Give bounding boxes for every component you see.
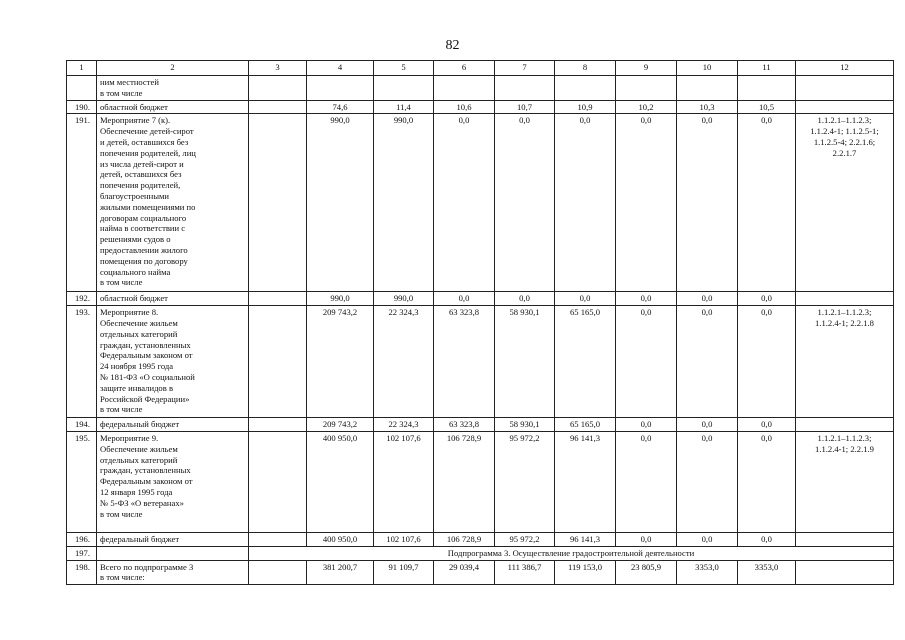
empty-cell — [249, 306, 307, 418]
value-cell: 0,0 — [616, 114, 677, 292]
value-cell: 0,0 — [616, 532, 677, 546]
value-cell: 29 039,4 — [434, 560, 495, 585]
header-cell-4: 4 — [307, 61, 374, 76]
empty-cell — [97, 546, 249, 560]
row-number: 197. — [67, 546, 97, 560]
value-cell — [434, 76, 495, 101]
header-cell-9: 9 — [616, 61, 677, 76]
header-cell-2: 2 — [97, 61, 249, 76]
value-cell: 3353,0 — [738, 560, 796, 585]
header-cell-6: 6 — [434, 61, 495, 76]
table-row — [67, 76, 894, 101]
header-cell-11: 11 — [738, 61, 796, 76]
value-cell: 74,6 — [307, 100, 374, 114]
value-cell — [555, 76, 616, 101]
value-cell — [307, 76, 374, 101]
header-cell-7: 7 — [495, 61, 555, 76]
value-cell: 58 930,1 — [495, 306, 555, 418]
value-cell: 0,0 — [434, 114, 495, 292]
table-row — [67, 292, 894, 306]
value-cell: 22 324,3 — [374, 306, 434, 418]
value-cell: 10,7 — [495, 100, 555, 114]
value-cell: 0,0 — [677, 418, 738, 432]
value-cell: 0,0 — [677, 306, 738, 418]
table-row — [67, 114, 894, 292]
value-cell: 0,0 — [555, 292, 616, 306]
value-cell: 0,0 — [434, 292, 495, 306]
subprogram-title: Подпрограмма 3. Осуществление градостроительной деятельности — [249, 546, 894, 560]
value-cell: 95 972,2 — [495, 532, 555, 546]
row-number — [67, 76, 97, 101]
header-cell-1: 1 — [67, 61, 97, 76]
row-description: федеральный бюджет — [97, 418, 249, 432]
value-cell: 0,0 — [738, 292, 796, 306]
value-cell: 95 972,2 — [495, 431, 555, 532]
value-cell: 91 109,7 — [374, 560, 434, 585]
value-cell: 96 141,3 — [555, 431, 616, 532]
value-cell: 0,0 — [738, 306, 796, 418]
references-cell — [796, 560, 894, 585]
value-cell: 0,0 — [738, 431, 796, 532]
value-cell: 381 200,7 — [307, 560, 374, 585]
value-cell: 209 743,2 — [307, 306, 374, 418]
value-cell: 0,0 — [677, 532, 738, 546]
table-row — [67, 100, 894, 114]
value-cell: 63 323,8 — [434, 306, 495, 418]
row-number: 190. — [67, 100, 97, 114]
value-cell: 400 950,0 — [307, 431, 374, 532]
row-number: 194. — [67, 418, 97, 432]
value-cell — [616, 76, 677, 101]
references-cell: 1.1.2.1–1.1.2.3; 1.1.2.4-1; 1.1.2.5-1; 1.1.2.5-4; 2.2.1.6; 2.2.1.7 — [796, 114, 894, 292]
header-cell-5: 5 — [374, 61, 434, 76]
empty-cell — [249, 76, 307, 101]
value-cell — [374, 76, 434, 101]
row-number: 198. — [67, 560, 97, 585]
value-cell: 58 930,1 — [495, 418, 555, 432]
value-cell: 209 743,2 — [307, 418, 374, 432]
empty-cell — [249, 431, 307, 532]
value-cell: 65 165,0 — [555, 418, 616, 432]
value-cell: 10,5 — [738, 100, 796, 114]
value-cell: 0,0 — [495, 114, 555, 292]
value-cell: 10,9 — [555, 100, 616, 114]
row-description: областной бюджет — [97, 100, 249, 114]
row-number: 191. — [67, 114, 97, 292]
table-row — [67, 532, 894, 546]
value-cell: 400 950,0 — [307, 532, 374, 546]
row-description: федеральный бюджет — [97, 532, 249, 546]
row-number: 195. — [67, 431, 97, 532]
empty-cell — [249, 532, 307, 546]
total-row — [67, 560, 894, 585]
value-cell: 63 323,8 — [434, 418, 495, 432]
row-description: Мероприятие 8. Обеспечение жильем отдельных категорий граждан, установленных Федеральным законом от 24 ноября 1995 года № 181-ФЗ «О социальной защите инвалидов в Российской Федерации» в том числе — [97, 306, 249, 418]
value-cell: 65 165,0 — [555, 306, 616, 418]
subprogram-row — [67, 546, 894, 560]
references-cell — [796, 532, 894, 546]
empty-cell — [249, 292, 307, 306]
value-cell: 0,0 — [738, 114, 796, 292]
budget-table — [66, 60, 894, 585]
value-cell: 106 728,9 — [434, 532, 495, 546]
value-cell: 990,0 — [307, 114, 374, 292]
table-row — [67, 306, 894, 418]
references-cell — [796, 292, 894, 306]
row-number: 192. — [67, 292, 97, 306]
row-description: Мероприятие 7 (к). Обеспечение детей-сирот и детей, оставшихся без попечения родителей, лиц из числа детей-сирот и детей, оставшихся без попечения родителей, благоустроенными жилыми помещениями по договорам социального найма в соответствии с решениями судов о предоставлении жилого помещения по договору социального найма в том числе — [97, 114, 249, 292]
value-cell: 119 153,0 — [555, 560, 616, 585]
value-cell: 0,0 — [738, 532, 796, 546]
value-cell: 10,2 — [616, 100, 677, 114]
empty-cell — [249, 560, 307, 585]
references-cell — [796, 100, 894, 114]
value-cell: 22 324,3 — [374, 418, 434, 432]
value-cell: 102 107,6 — [374, 532, 434, 546]
header-cell-3: 3 — [249, 61, 307, 76]
value-cell — [677, 76, 738, 101]
value-cell: 0,0 — [555, 114, 616, 292]
page-number: 82 — [445, 38, 460, 53]
value-cell: 0,0 — [616, 292, 677, 306]
value-cell — [495, 76, 555, 101]
row-description: ним местностей в том числе — [97, 76, 249, 101]
value-cell: 0,0 — [616, 431, 677, 532]
header-cell-12: 12 — [796, 61, 894, 76]
value-cell: 10,3 — [677, 100, 738, 114]
empty-cell — [249, 100, 307, 114]
value-cell: 0,0 — [677, 114, 738, 292]
row-description: Всего по подпрограмме 3 в том числе: — [97, 560, 249, 585]
table-row — [67, 431, 894, 532]
row-description: Мероприятие 9. Обеспечение жильем отдельных категорий граждан, установленных Федеральным законом от 12 января 1995 года № 5-ФЗ «О ветеранах» в том числе — [97, 431, 249, 532]
header-row — [67, 61, 894, 76]
value-cell: 111 386,7 — [495, 560, 555, 585]
value-cell: 0,0 — [677, 292, 738, 306]
header-cell-8: 8 — [555, 61, 616, 76]
value-cell: 0,0 — [495, 292, 555, 306]
value-cell: 0,0 — [616, 306, 677, 418]
value-cell: 106 728,9 — [434, 431, 495, 532]
value-cell: 0,0 — [616, 418, 677, 432]
references-cell: 1.1.2.1–1.1.2.3; 1.1.2.4-1; 2.2.1.8 — [796, 306, 894, 418]
value-cell: 990,0 — [374, 292, 434, 306]
value-cell: 0,0 — [738, 418, 796, 432]
header-cell-10: 10 — [677, 61, 738, 76]
references-cell — [796, 76, 894, 101]
value-cell: 23 805,9 — [616, 560, 677, 585]
references-cell: 1.1.2.1–1.1.2.3; 1.1.2.4-1; 2.2.1.9 — [796, 431, 894, 532]
value-cell: 0,0 — [677, 431, 738, 532]
row-number: 196. — [67, 532, 97, 546]
value-cell: 990,0 — [307, 292, 374, 306]
row-description: областной бюджет — [97, 292, 249, 306]
value-cell: 96 141,3 — [555, 532, 616, 546]
empty-cell — [249, 418, 307, 432]
value-cell: 990,0 — [374, 114, 434, 292]
value-cell: 3353,0 — [677, 560, 738, 585]
value-cell: 102 107,6 — [374, 431, 434, 532]
value-cell — [738, 76, 796, 101]
empty-cell — [249, 114, 307, 292]
value-cell: 10,6 — [434, 100, 495, 114]
value-cell: 11,4 — [374, 100, 434, 114]
table-row — [67, 418, 894, 432]
references-cell — [796, 418, 894, 432]
row-number: 193. — [67, 306, 97, 418]
